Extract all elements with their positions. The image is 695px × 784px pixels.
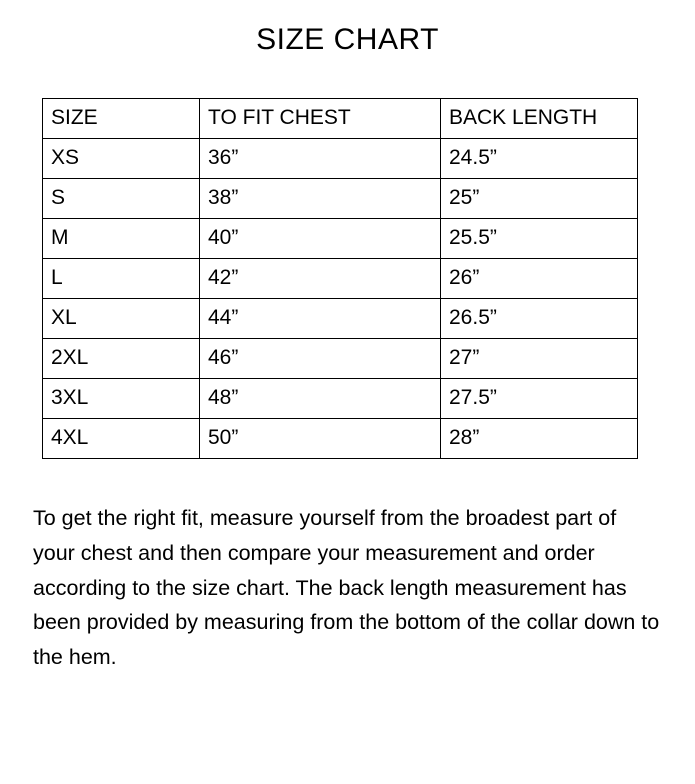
cell-chest: 44” (200, 299, 441, 339)
column-header-size: SIZE (43, 99, 200, 139)
cell-back-length: 25” (441, 179, 638, 219)
cell-chest: 50” (200, 419, 441, 459)
table-row (43, 339, 638, 379)
cell-back-length: 26.5” (441, 299, 638, 339)
cell-back-length: 24.5” (441, 139, 638, 179)
size-chart-table (42, 98, 638, 459)
cell-back-length: 25.5” (441, 219, 638, 259)
table-row (43, 139, 638, 179)
table-row (43, 179, 638, 219)
cell-size: 3XL (43, 379, 200, 419)
measurement-instructions: To get the right fit, measure yourself from the broadest part of your chest and then compare your measurement and order according to the size chart. The back length measurement has been provided by measuring from the bottom of the collar down to the hem. (33, 506, 660, 670)
cell-chest: 42” (200, 259, 441, 299)
cell-chest: 48” (200, 379, 441, 419)
cell-size: L (43, 259, 200, 299)
table-row (43, 419, 638, 459)
cell-back-length: 26” (441, 259, 638, 299)
table-row (43, 379, 638, 419)
cell-chest: 36” (200, 139, 441, 179)
table-row (43, 299, 638, 339)
cell-chest: 38” (200, 179, 441, 219)
column-header-back-length: BACK LENGTH (441, 99, 638, 139)
table-row (43, 219, 638, 259)
cell-size: S (43, 179, 200, 219)
cell-size: M (43, 219, 200, 259)
cell-size: XS (43, 139, 200, 179)
table-row (43, 259, 638, 299)
cell-size: 2XL (43, 339, 200, 379)
cell-size: XL (43, 299, 200, 339)
page-title: SIZE CHART (256, 23, 439, 56)
size-chart-table-container (42, 98, 653, 459)
table-header-row (43, 99, 638, 139)
cell-chest: 40” (200, 219, 441, 259)
column-header-to-fit-chest: TO FIT CHEST (200, 99, 441, 139)
cell-chest: 46” (200, 339, 441, 379)
size-chart-page (0, 22, 695, 784)
cell-back-length: 28” (441, 419, 638, 459)
cell-back-length: 27” (441, 339, 638, 379)
cell-back-length: 27.5” (441, 379, 638, 419)
cell-size: 4XL (43, 419, 200, 459)
